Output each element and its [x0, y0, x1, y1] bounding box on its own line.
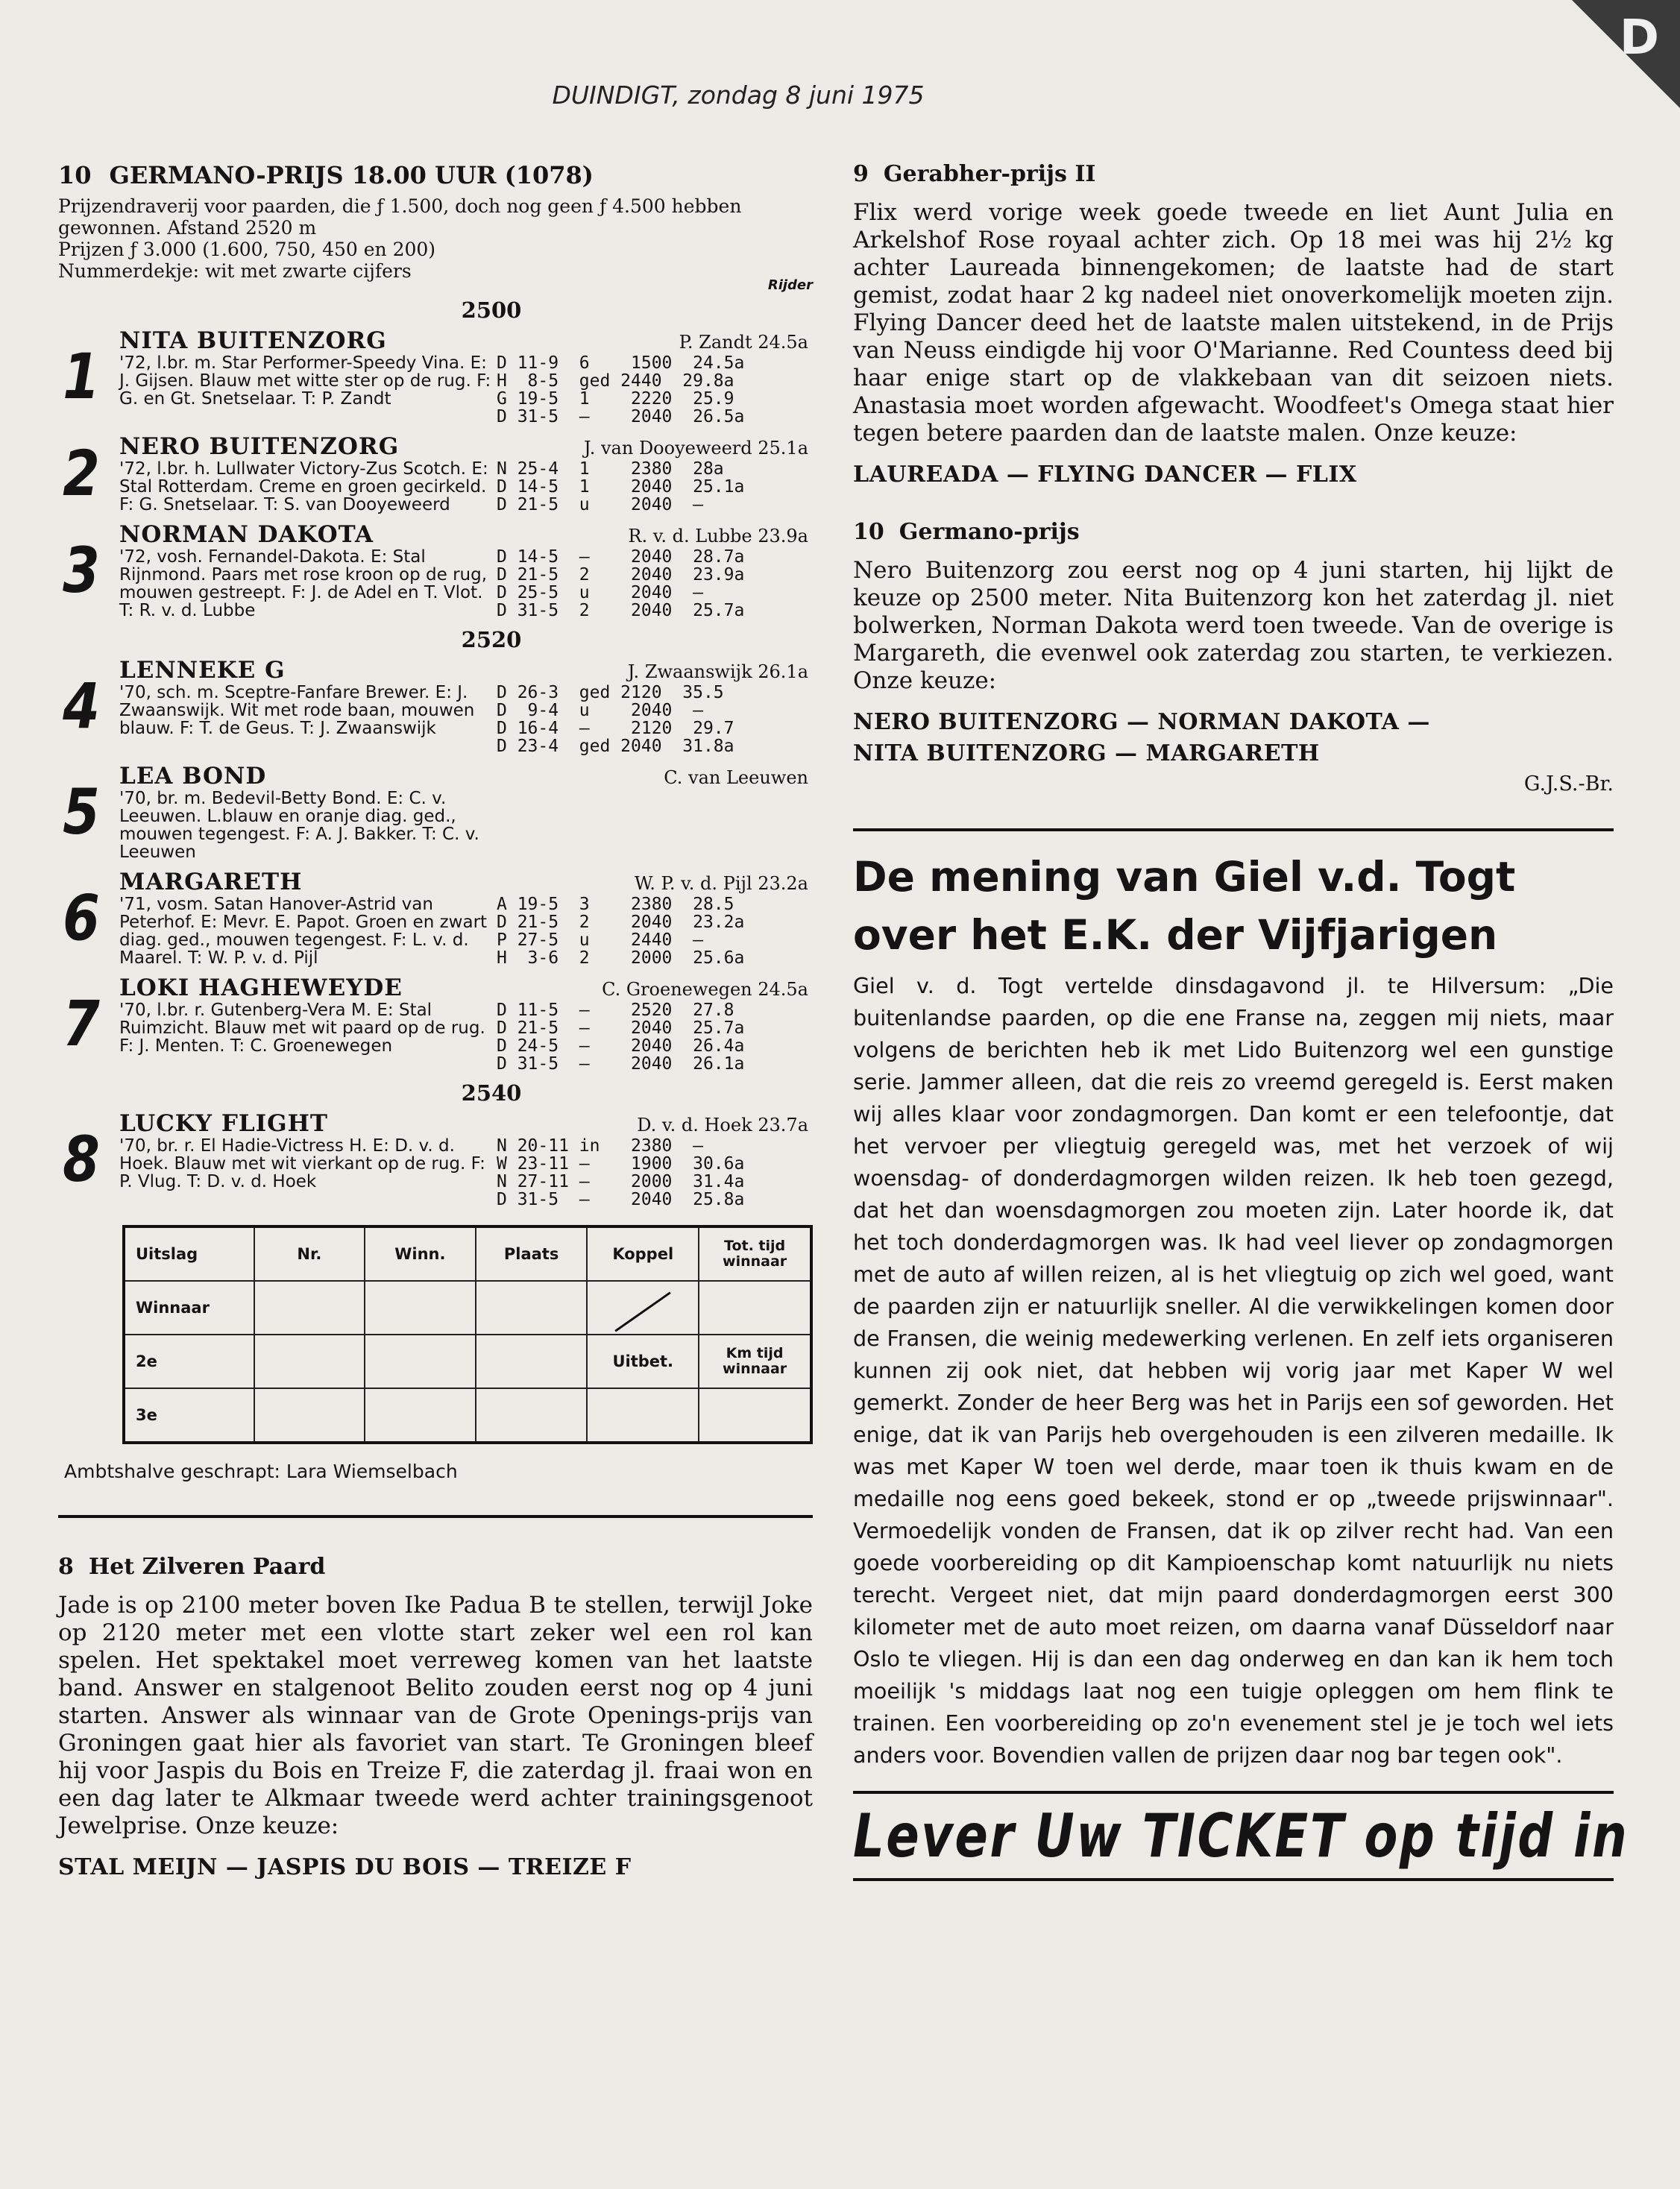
table-header-row	[124, 1226, 811, 1281]
horse-number: 4	[63, 670, 100, 743]
section-zilveren-paard	[58, 1554, 813, 1883]
result-line: D 21-5 — 2040 25.7a	[497, 1018, 745, 1038]
table-header: Plaats	[476, 1226, 587, 1281]
table-cell[interactable]	[254, 1281, 365, 1335]
section-gerabher-prijs	[853, 161, 1614, 491]
left-column	[58, 161, 813, 1883]
result-line: H 8-5 ged 2440 29.8a	[497, 371, 734, 391]
result-line: D 14-5 1 2040 25.1a	[497, 477, 745, 497]
result-line: H 3-6 2 2000 25.6a	[497, 948, 745, 968]
horse-info	[119, 354, 813, 426]
table-header: Koppel	[587, 1226, 699, 1281]
result-line: D 31-5 — 2040 26.5a	[497, 407, 745, 426]
race-title	[58, 161, 813, 189]
horse-description: '72, l.br. h. Lullwater Victory-Zus Scotch. E: Stal Rotterdam. Creme en groen gecirkeld. F: G. Snetselaar. T: S. van Dooyeweerd	[119, 459, 488, 514]
section-title: Het Zilveren Paard	[88, 1554, 326, 1580]
distance-header: 2540	[461, 1080, 522, 1106]
horse-header	[119, 1110, 813, 1137]
horse-driver: D. v. d. Hoek 23.7a	[637, 1115, 808, 1136]
section-heading	[853, 161, 1614, 187]
section-picks: STAL MEIJN — JASPIS DU BOIS — TREIZE F	[58, 1854, 632, 1880]
distance-header: 2520	[461, 627, 522, 652]
payout-label: Uitbet.	[587, 1335, 699, 1388]
horse-name: MARGARETH	[119, 869, 303, 895]
row-label: Winnaar	[124, 1281, 254, 1335]
horse-info	[119, 460, 813, 514]
result-line: D 16-4 — 2120 29.7	[497, 719, 734, 738]
horse-details	[119, 974, 813, 1073]
scratched-note: Ambtshalve geschrapt: Lara Wiemselbach	[64, 1461, 458, 1482]
headline-line1: De mening van Giel v.d. Togt	[853, 853, 1516, 901]
horse-details	[119, 327, 813, 426]
horse-header	[119, 521, 813, 548]
table-cell[interactable]	[365, 1281, 476, 1335]
horse-results	[497, 1001, 744, 1073]
right-column	[853, 161, 1629, 1881]
horse-name: LEA BOND	[119, 763, 267, 790]
horse-details	[119, 763, 813, 861]
horse-details	[119, 869, 813, 967]
table-cell[interactable]	[254, 1335, 365, 1388]
headline-line2: over het E.K. der Vijfjarigen	[853, 911, 1498, 959]
result-line: N 20-11 in 2380 —	[497, 1136, 703, 1156]
section-number: 9	[853, 161, 869, 187]
result-line: D 31-5 — 2040 25.8a	[497, 1190, 745, 1209]
section-germano-prijs	[853, 519, 1614, 796]
table-cell[interactable]	[476, 1335, 587, 1388]
horse-info	[119, 548, 813, 620]
horse-details	[119, 521, 813, 620]
result-line: N 27-11 — 2000 31.4a	[497, 1172, 745, 1191]
section-heading	[58, 1554, 813, 1580]
horse-driver: R. v. d. Lubbe 23.9a	[628, 526, 808, 547]
result-line: G 19-5 1 2220 25.9	[497, 389, 734, 409]
horse-name: LOKI HAGHEWEYDE	[119, 974, 403, 1001]
section-heading	[853, 519, 1614, 545]
table-cell[interactable]	[699, 1281, 811, 1335]
horse-entry	[58, 763, 813, 861]
result-line: D 21-5 2 2040 23.2a	[497, 913, 745, 932]
result-line: D 21-5 2 2040 23.9a	[497, 565, 745, 585]
horse-details	[119, 657, 813, 755]
slash-mark	[615, 1291, 671, 1332]
section-picks-line1: NERO BUITENZORG — NORMAN DAKOTA —	[853, 709, 1430, 735]
horse-header	[119, 763, 813, 790]
horse-results	[497, 460, 744, 514]
masthead: DUINDIGT, zondag 8 juni 1975	[552, 81, 925, 110]
horse-number: 8	[63, 1123, 100, 1196]
horse-header	[119, 657, 813, 684]
horse-description: '70, l.br. r. Gutenberg-Vera M. E: Stal Ruimzicht. Blauw met wit paard op de rug. F: J. Menten. T: C. Groenewegen	[119, 1001, 485, 1056]
horse-number: 5	[63, 775, 100, 848]
horse-driver: C. van Leeuwen	[664, 767, 808, 788]
horse-description: '70, br. r. El Hadie-Victress H. E: D. v. d. Hoek. Blauw met wit vierkant op de rug. F: P. Vlug. T: D. v. d. Hoek	[119, 1136, 485, 1191]
race-number: 10	[58, 161, 92, 189]
horse-description: '70, br. m. Bedevil-Betty Bond. E: C. v. Leeuwen. L.blauw en oranje diag. ged., mouwen tegengest. F: A. J. Bakker. T: C. v. Leeuwen	[119, 789, 479, 862]
horse-description: '70, sch. m. Sceptre-Fanfare Brewer. E: J. Zwaanswijk. Wit met rode baan, mouwen blauw. F: T. de Geus. T: J. Zwaanswijk	[119, 683, 475, 738]
race-prizes: Prijzen ƒ 3.000 (1.600, 750, 450 en 200)	[58, 239, 436, 260]
horse-details	[119, 433, 813, 514]
table-row	[124, 1281, 811, 1335]
ticket-banner: Lever Uw TICKET op tijd in	[853, 1801, 1629, 1871]
horse-driver: C. Groenewegen 24.5a	[602, 979, 808, 1000]
horse-number: 3	[63, 534, 100, 607]
result-line: D 11-9 6 1500 24.5a	[497, 353, 745, 373]
table-cell[interactable]	[365, 1335, 476, 1388]
horse-results	[497, 895, 744, 967]
result-line: D 23-4 ged 2040 31.8a	[497, 737, 734, 756]
table-cell[interactable]	[476, 1281, 587, 1335]
section-text: Flix werd vorige week goede tweede en liet Aunt Julia en Arkelshof Rose royaal achter zich. Op 18 mei was hij 2½ kg achter Laureada binnengekomen; de laatste had de start gemist, zodat haar 2 kg nadeel niet onoverkomelijk moeten zijn. Flying Dancer deed het de laatste malen uitstekend, in de Prijs van Neuss eindigde hij voor O'Marianne. Red Countess deed bij haar enige start op de vlakkebaan van dit seizoen niets. Anastasia moet worden afgewacht. Woodfeet's Omega staat hier tegen betere paarden dan de laatste malen. Onze keuze:	[853, 199, 1614, 447]
horse-driver: J. van Dooyeweerd 25.1a	[583, 438, 808, 459]
horse-info	[119, 684, 813, 755]
crossed-cell	[587, 1281, 699, 1335]
table-cell[interactable]	[587, 1388, 699, 1443]
result-line: D 11-5 — 2520 27.8	[497, 1001, 734, 1020]
section-title: Germano-prijs	[899, 519, 1080, 545]
section-text: Nero Buitenzorg zou eerst nog op 4 juni starten, hij lijkt de keuze op 2500 meter. Nita Buitenzorg kon het zaterdag jl. niet bolwerken, Norman Dakota werd toen tweede. Van de overige is Margareth, die evenwel ook zaterdag zou starten, te verkiezen. Onze keuze:	[853, 557, 1614, 694]
horse-number: 6	[63, 881, 100, 954]
section-number: 8	[58, 1554, 74, 1580]
row-label: 3e	[124, 1388, 254, 1443]
horse-description: '72, vosh. Fernandel-Dakota. E: Stal Rijnmond. Paars met rose kroon op de rug, mouwen gestreept. F: J. de Adel en T. Vlot. T: R. v. d. Lubbe	[119, 547, 488, 620]
section-picks-line2: NITA BUITENZORG — MARGARETH	[853, 740, 1320, 766]
section-number: 10	[853, 519, 884, 545]
horse-entry	[58, 869, 813, 967]
result-line: N 25-4 1 2380 28a	[497, 459, 724, 479]
horse-entry	[58, 327, 813, 426]
horse-description: '71, vosm. Satan Hanover-Astrid van Peterhof. E: Mevr. E. Papot. Groen en zwart diag. ged., mouwen tegengest. F: L. v. d. Maarel. T: W. P. v. d. Pijl	[119, 895, 488, 968]
horse-number: 7	[63, 987, 100, 1060]
result-line: D 26-3 ged 2120 35.5	[497, 683, 724, 702]
horse-header	[119, 974, 813, 1001]
horse-entry	[58, 1110, 813, 1209]
horse-driver: J. Zwaanswijk 26.1a	[627, 661, 808, 682]
horse-list	[58, 297, 813, 1209]
horse-name: NITA BUITENZORG	[119, 327, 387, 354]
divider	[853, 828, 1614, 831]
result-line: D 21-5 u 2040 —	[497, 495, 703, 514]
horse-header	[119, 327, 813, 354]
article-body: Giel v. d. Togt vertelde dinsdagavond jl. te Hilversum: „Die buitenlandse paarden, op die ene Franse na, zeggen mij niets, maar volgens de berichten heb ik met Lido Buitenzorg wel een gunstige serie. Jammer alleen, dat die reis zo vreemd geregeld is. Eerst maken wij alles klaar voor zondagmorgen. Dan komt er een telefoontje, dat het vervoer per vliegtuig geregeld was, met het verzoek of wij woensdag- of donderdagmorgen wilden reizen. Ik heb toen gezegd, dat het dan woensdagmorgen zou moeten zijn. Later hoorde ik, dat het toch donderdagmorgen was. Ik had veel liever op zondagmorgen met de auto af willen reizen, al is het vliegtuig op zich wel goed, want de paarden zijn er natuurlijk sneller. Al die verwikkelingen komen door de Fransen, die weinig medewerking verlenen. En zelf iets organiseren kunnen zij ook niet, dat hebben wij vorig jaar met Kaper W wel gemerkt. Zonder de heer Berg was het in Parijs een sof geworden. Het enige, dat ik van Parijs heb overgehouden is een zilveren medaille. Ik was met Kaper W toen wel derde, maar toen ik thuis kwam en de medaille nog eens goed bekeek, stond er op „tweede prijswinnaar". Vermoedelijk vonden de Fransen, dat ik op zilver recht had. Van een goede voorbereiding op dit Kampioenschap komt natuurlijk nu niets terecht. Vergeet niet, dat mijn paard donderdagmorgen eerst 300 kilometer met de auto moet reizen, om daarna vanaf Düsseldorf naar Oslo te vliegen. Hij is dan een dag onderweg en dan kan ik hem toch moeilijk 's middags laat nog een tuigje opleggen om hem flink te trainen. Een voorbereiding op zo'n evenement stel je je toch wel iets anders voor. Bovendien vallen de prijzen daar nog bar tegen ook".	[853, 973, 1614, 1768]
divider	[853, 1791, 1614, 1794]
divider	[58, 1515, 813, 1518]
horse-info	[119, 790, 813, 861]
horse-results	[497, 1137, 744, 1209]
result-line: W 23-11 — 1900 30.6a	[497, 1154, 745, 1174]
result-line: D 31-5 — 2040 26.1a	[497, 1054, 745, 1074]
horse-entry	[58, 657, 813, 755]
horse-number: 2	[63, 437, 100, 510]
horse-entry	[58, 521, 813, 620]
table-header: Winn.	[365, 1226, 476, 1281]
horse-description: '72, l.br. m. Star Performer-Speedy Vina. E: J. Gijsen. Blauw met witte ster op de rug. F: G. en Gt. Snetselaar. T: P. Zandt	[119, 353, 491, 409]
row-label: 2e	[124, 1335, 254, 1388]
section-title: Gerabher-prijs II	[883, 161, 1096, 187]
table-cell[interactable]	[476, 1388, 587, 1443]
horse-entry	[58, 974, 813, 1073]
result-line: D 31-5 2 2040 25.7a	[497, 601, 745, 620]
km-time-label: Km tijd winnaar	[699, 1335, 811, 1388]
driver-column-header: Rijder	[767, 277, 813, 293]
result-table	[122, 1225, 813, 1444]
section-letter: D	[1619, 10, 1659, 66]
horse-header	[119, 869, 813, 895]
table-header: Uitslag	[124, 1226, 254, 1281]
horse-number: 1	[63, 340, 100, 413]
section-picks: LAUREADA — FLYING DANCER — FLIX	[853, 462, 1357, 488]
horse-info	[119, 1137, 813, 1209]
table-cell[interactable]	[254, 1388, 365, 1443]
horse-header	[119, 433, 813, 460]
table-header: Nr.	[254, 1226, 365, 1281]
horse-driver: P. Zandt 24.5a	[679, 332, 808, 353]
horse-results	[497, 548, 744, 620]
horse-name: LENNEKE G	[119, 657, 286, 684]
result-line: D 9-4 u 2040 —	[497, 701, 703, 720]
table-header: Tot. tijd winnaar	[699, 1226, 811, 1281]
race-saddlecloth: Nummerdekje: wit met zwarte cijfers	[58, 260, 412, 282]
horse-driver: W. P. v. d. Pijl 23.2a	[634, 873, 808, 894]
horse-results	[497, 354, 744, 426]
signature: G.J.S.-Br.	[1523, 772, 1614, 796]
distance-header: 2500	[461, 297, 522, 323]
result-line: D 14-5 — 2040 28.7a	[497, 547, 745, 567]
section-text: Jade is op 2100 meter boven Ike Padua B te stellen, terwijl Joke op 2120 meter met een vlotte start zeker wel een rol kan spelen. Het spektakel moet verreweg komen van het laatste band. Answer en stalgenoot Belito zouden eerst nog op 4 juni starten. Answer als winnaar van de Grote Openings-prijs van Groningen gaat hier als favoriet van start. Te Groningen bleef hij voor Jaspis du Bois en Treize F, die zaterdag jl. fraai won en een dag later te Alkmaar tweede werd achter trainingsgenoot Jewelprise. Onze keuze:	[58, 1592, 813, 1839]
table-row	[124, 1388, 811, 1443]
result-line: A 19-5 3 2380 28.5	[497, 895, 734, 914]
article-headline	[853, 848, 1614, 964]
horse-info	[119, 1001, 813, 1073]
table-cell[interactable]	[365, 1388, 476, 1443]
table-row	[124, 1335, 811, 1388]
table-cell[interactable]	[699, 1388, 811, 1443]
horse-name: LUCKY FLIGHT	[119, 1110, 328, 1137]
race-conditions: Prijzendraverij voor paarden, die ƒ 1.500, doch nog geen ƒ 4.500 hebben gewonnen. Afstand 2520 m	[58, 195, 742, 239]
horse-results	[497, 684, 734, 755]
result-line: D 24-5 — 2040 26.4a	[497, 1036, 745, 1056]
race-name: GERMANO-PRIJS 18.00 UUR (1078)	[109, 161, 594, 189]
horse-name: NORMAN DAKOTA	[119, 521, 374, 548]
horse-name: NERO BUITENZORG	[119, 433, 400, 460]
horse-details	[119, 1110, 813, 1209]
bottom-rule	[853, 1878, 1614, 1881]
horse-info	[119, 895, 813, 967]
result-line: P 27-5 u 2440 —	[497, 930, 703, 950]
result-line: D 25-5 u 2040 —	[497, 583, 703, 602]
horse-entry	[58, 433, 813, 514]
